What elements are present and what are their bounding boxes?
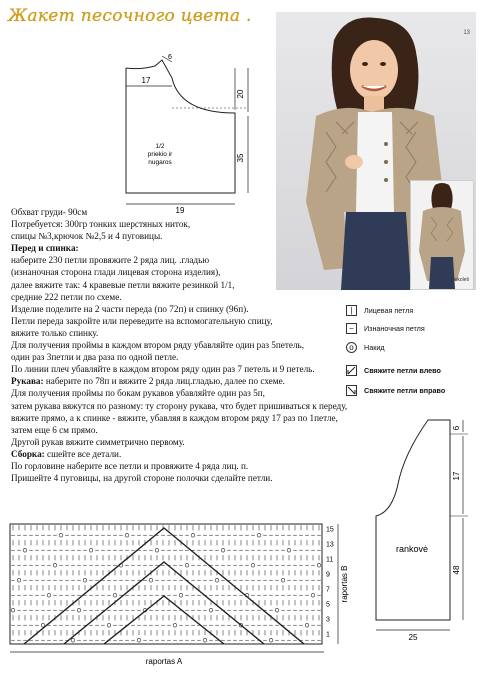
row-number: 15 [326,526,334,534]
yarn-over-mark [113,593,117,597]
armhole-height-label: 20 [236,89,245,99]
yarn-over-mark [203,638,207,642]
cap-top-label: 6 [452,425,461,431]
section-heading-sleeves: Рукава: [11,376,44,387]
purl-stitch-icon: − [346,323,357,334]
legend-item: − Изнаночная петля [346,323,478,337]
photo-tag: 13 [463,30,470,36]
yarn-over-mark [77,608,81,612]
yarn-over-mark [275,608,279,612]
yarn-over-mark [71,638,75,642]
yarn-over-icon: o [346,342,357,353]
piece-label-2: priekio ir [147,151,173,158]
yarn-over-mark [149,578,153,582]
yarn-over-mark [251,563,255,567]
shoulder-label: 6 [168,54,172,61]
width-bottom-label: 19 [175,206,185,215]
legend-item: Свяжите петли вправо [346,385,478,399]
instruction-line: По горловине наберите все петли и провяжите 4 ряда лиц. п. [11,460,249,471]
instruction-line: наберите по 78п и вяжите 2 ряда лиц.гладью, далее по схеме. [43,376,285,387]
instruction-line: вяжите прямо, а к спинке - вяжите, убавляя в каждом втором ряду 17 раз по 1петле, [11,412,338,423]
yarn-over-mark [11,608,15,612]
yarn-over-mark [269,638,273,642]
yarn-over-mark [305,623,309,627]
yarn-over-mark [281,578,285,582]
instruction-line: далее вяжите так: 4 кравевые петли вяжите резинкой 1/1, [11,279,235,290]
yarn-over-mark [287,548,291,552]
legend-item: | Лицевая петля [346,305,478,319]
chart-xlabel: raportas A [145,657,183,666]
instruction-line: Изделие поделите на 2 части переда (по 72п) и спинку (96п). [11,303,249,314]
row-number: 1 [326,631,330,639]
yarn-over-mark [257,533,261,537]
instruction-line: Петли переда закройте или переведите на вспомогательную спицу, [11,315,273,326]
instructions-text [11,206,371,484]
back-view-photo [410,180,474,290]
instruction-line: затем еще 6 см прямо. [11,424,98,435]
yarn-over-mark [311,593,315,597]
yarn-over-mark [173,623,177,627]
section-heading-front-back: Перед и спинка: [11,243,79,254]
yarn-over-mark [23,548,27,552]
yarn-over-mark [185,563,189,567]
legend-item: Свяжите петли влево [346,365,478,379]
row-number: 13 [326,541,334,549]
yarn-over-mark [317,563,321,567]
yarn-over-mark [89,548,93,552]
front-back-schematic [100,48,260,216]
yarn-over-mark [155,548,159,552]
instruction-line: Другой рукав вяжите симметрично первому. [11,436,185,447]
yarn-over-mark [137,638,141,642]
body-height-label: 35 [236,153,245,163]
yarn-over-mark [17,578,21,582]
repeat-diagonal [104,596,224,644]
instruction-line: один раз 3петли и два раза по одной петле. [11,352,179,363]
knit-stitch-icon: | [346,305,357,316]
instruction-line: По линии плеч убавляйте в каждом втором ряду один раз 7 петель и 9 петель. [11,364,315,375]
yarn-over-mark [83,578,87,582]
yarn-over-mark [53,563,57,567]
yarn-over-mark [107,623,111,627]
back-view-figure [411,181,473,289]
page-title: Жакет песочного цвета . [8,6,252,26]
photo2-tag: Dekoleti [450,277,469,283]
row-number: 5 [326,601,330,609]
yarn-over-mark [47,593,51,597]
bottom-width-label: 25 [408,633,418,640]
instruction-line: спицы №3,крючок №2,5 и 4 пуговицы. [11,231,163,242]
yarn-over-mark [191,533,195,537]
row-number: 3 [326,616,330,624]
sleeve-schematic [368,414,480,640]
yarn-over-mark [59,533,63,537]
instruction-line: затем рукава вяжутся по разному: ту сторону рукава, что будет пришиваться к переду, [11,400,348,411]
instruction-line: средние 222 петли по схеме. [11,291,122,302]
yarn-over-mark [209,608,213,612]
section-heading-assembly: Сборка: [11,448,45,459]
instruction-line: Пришейте 4 пуговицы, на другой стороне полочки сделайте петли. [11,473,273,484]
chart-frame [10,524,322,644]
instruction-line: Для получения проймы в каждом втором ряду убавляйте один раз 5петель, [11,340,305,351]
sleeve-length-label: 48 [452,565,461,575]
instruction-line: (изнаночная сторона глади лицевая сторона изделия), [11,267,221,278]
yarn-over-mark [215,578,219,582]
instruction-line: Потребуется: 300гр тонких шерстяных ниток, [11,219,191,230]
chart-ylabel: raportas B [340,565,349,603]
knitting-chart [4,518,354,668]
sleeve-label: rankovė [395,544,429,554]
instruction-line: вяжите только спинку. [11,327,99,338]
yarn-over-mark [221,548,225,552]
piece-label-3: nugaros [148,159,172,166]
width-top-label: 17 [141,76,151,85]
instruction-line: наберите 230 петли провяжите 2 ряда лиц. .гладью [11,255,210,266]
row-number: 9 [326,571,330,579]
k2tog-right-icon [346,385,357,396]
repeat-diagonal [64,562,264,644]
sleeve-outline [376,420,450,620]
row-number: 7 [326,586,330,594]
k2tog-left-icon [346,365,357,376]
piece-label-1: 1/2 [155,143,165,150]
cap-height-label: 17 [452,471,461,481]
yarn-over-mark [125,533,129,537]
legend-item: o Накид [346,342,478,356]
row-number: 11 [326,556,334,564]
yarn-over-mark [179,593,183,597]
instruction-line: сшейте все детали. [44,448,122,459]
instruction-line: Для получения проймы по бокам рукавов убавляйте один раз 5п, [11,388,265,399]
repeat-diagonal [24,528,304,644]
instruction-line: Обхват груди- 90см [11,207,88,217]
